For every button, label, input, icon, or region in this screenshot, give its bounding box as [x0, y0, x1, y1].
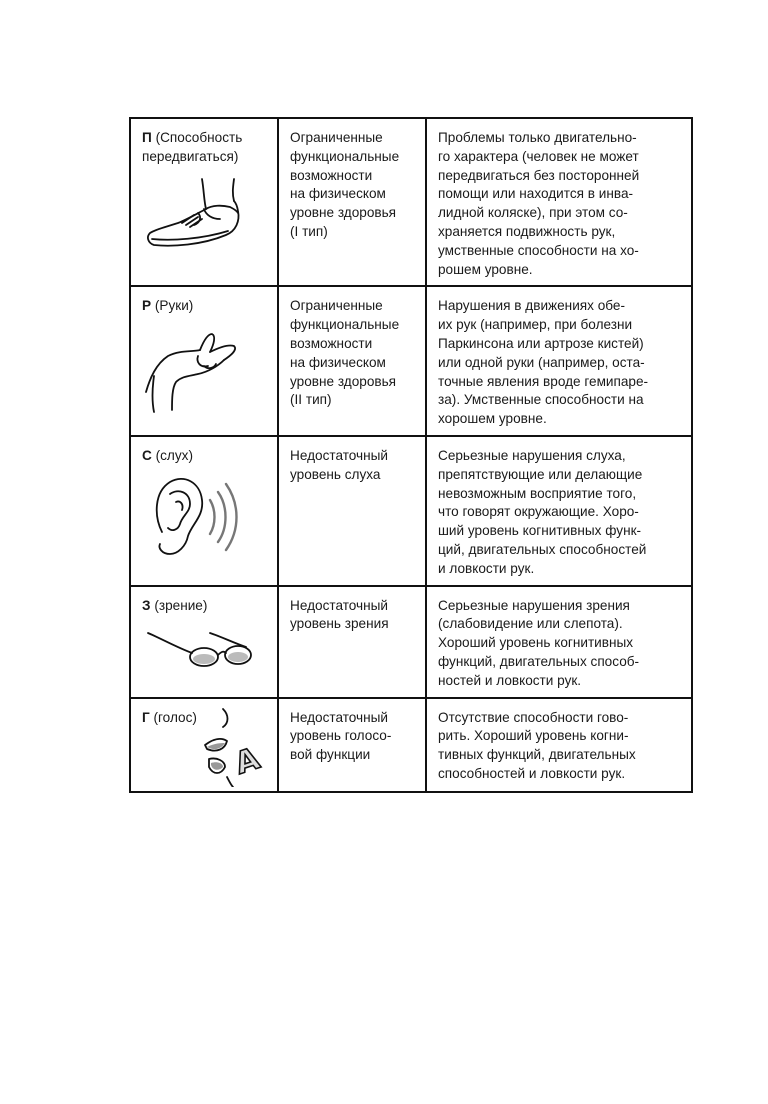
category-cell — [130, 436, 278, 586]
category-name: (голос) — [153, 709, 197, 725]
ear-icon — [142, 472, 242, 560]
function-level-cell: Ограниченные функциональные возможности на физическом уровне здоровья (II тип) — [278, 286, 426, 436]
category-name: (Способность передвигаться) — [142, 130, 243, 164]
description-cell: Отсутствие способности гово- рить. Хороший уровень когни- тивных функций, двигательных способностей и ловкости рук. — [426, 698, 692, 792]
category-name: (Руки) — [154, 298, 194, 314]
shoe-icon — [142, 173, 246, 253]
letter-a-text: A — [230, 740, 264, 782]
function-level-cell: Недостаточный уровень слуха — [278, 436, 426, 586]
description-cell: Нарушения в движениях обе- их рук (например, при болезни Паркинсона или артрозе кистей) или одной руки (например, оста- точные явления вроде гемипаре- за). Умственные способности на хорошем уровне. — [426, 286, 692, 436]
description-cell: Серьезные нарушения слуха, препятствующие или делающие невозможным восприятие того, что говорят окружающие. Хоро- ший уровень когнитивных функ- ций, двигательных способностей и ловкости рук. — [426, 436, 692, 586]
hand-icon — [142, 322, 250, 414]
category-letter: З — [142, 597, 151, 613]
table-row — [130, 118, 692, 286]
disability-table — [129, 117, 693, 793]
mouth-icon — [195, 705, 265, 787]
description-cell: Серьезные нарушения зрения (слабовидение или слепота). Хороший уровень когнитивных функций, двигательных способ- ностей и ловкости рук. — [426, 586, 692, 698]
table-row — [130, 698, 692, 792]
category-letter: Р — [142, 298, 152, 314]
category-letter: П — [142, 130, 152, 145]
category-name: (зрение) — [154, 597, 208, 613]
category-name: (слух) — [155, 447, 193, 463]
category-cell — [130, 586, 278, 698]
category-cell — [130, 118, 278, 286]
category-cell — [130, 286, 278, 436]
glasses-icon — [142, 621, 260, 673]
table-row — [130, 586, 692, 698]
category-letter: С — [142, 447, 152, 463]
category-cell — [130, 698, 278, 792]
table-row — [130, 286, 692, 436]
description-cell: Проблемы только двигательно- го характера (человек не может передвигаться без посторонней помощи или находится в инва- лидной коляске), при этом со- храняется подвижность рук, умственные способности на хо- рошем уровне. — [426, 118, 692, 286]
table-row — [130, 436, 692, 586]
function-level-cell: Ограниченные функциональные возможности на физическом уровне здоровья (I тип) — [278, 118, 426, 286]
category-letter: Г — [142, 709, 150, 725]
function-level-cell: Недостаточный уровень голосо- вой функции — [278, 698, 426, 792]
function-level-cell: Недостаточный уровень зрения — [278, 586, 426, 698]
